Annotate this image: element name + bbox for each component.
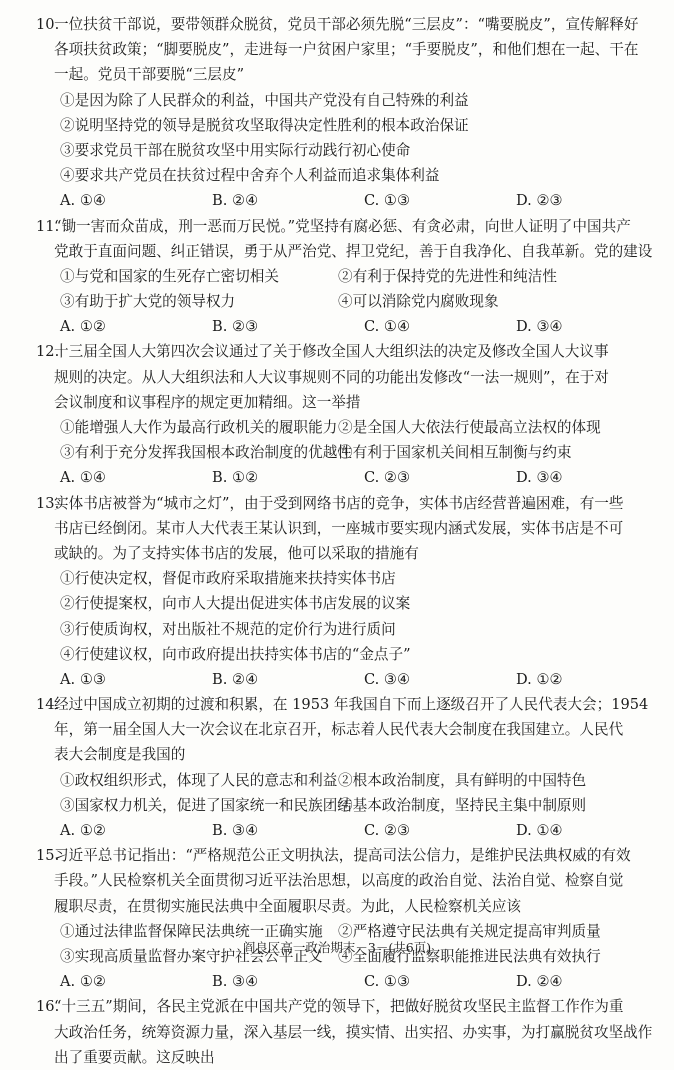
statement-option: ③行使质询权，对出版社不规范的定价行为进行质问 [60,620,396,638]
answer-choice: A. ①② [60,973,106,991]
question-10 [36,12,658,214]
answer-choice: A. ①③ [60,670,106,688]
statement-option: ④全面履行监察职能推进民法典有效执行 [338,947,601,965]
question-stem-text: 会议制度和议事程序的规定更加精细。这一举措 [54,393,361,411]
question-stem-text: 一起。党员干部要脱“三层皮” [54,66,245,84]
answer-choice: A. ①② [60,318,106,336]
question-number: 13. [36,494,60,512]
question-stem-text: “锄一害而众苗成，刑一恶而万民悦。”党坚持有腐必惩、有贪必肃，向世人证明了中国共产 [54,217,631,235]
question-stem-text: 或缺的。为了支持实体书店的发展，他可以采取的措施有 [54,544,419,562]
question-stem-text: 一位扶贫干部说，要带领群众脱贫，党员干部必须先脱“三层皮”：“嘴要脱皮”，宣传解释好 [54,16,639,33]
answer-choices [54,188,658,213]
statement-option-row [54,289,658,314]
statement-option: ①是因为除了人民群众的利益，中国共产党没有自己特殊的利益 [60,91,469,109]
answer-choice: B. ②③ [212,318,259,336]
answer-choice: C. ②③ [364,822,411,839]
answer-choices [54,667,658,692]
question-stem-line [54,742,658,767]
answer-choice: D. ②③ [516,192,563,210]
answer-choices [54,465,658,490]
question-stem-line [54,894,658,919]
question-stem-line [54,868,658,893]
answer-choice: B. ③④ [212,973,259,991]
question-number: 12. [36,343,60,361]
page-footer: 阎良区高一政治期末－3－(共6页) [242,940,432,955]
question-stem-line [54,365,658,390]
answer-choice: D. ①④ [516,822,563,839]
question-stem-line [36,339,658,364]
question-list [36,12,658,1070]
question-stem-line [36,214,658,239]
statement-option: ②行使提案权，向市人大提出促进实体书店发展的议案 [60,595,411,613]
statement-option: ①政权组织形式，体现了人民的意志和利益 [60,771,338,789]
statement-option: ①通过法律监督保障民法典统一正确实施 [60,922,323,940]
question-number: 14. [36,696,60,714]
question-13 [36,491,658,693]
answer-choice: D. ③④ [516,318,563,336]
answer-choices [54,969,658,994]
question-stem-line [36,843,658,868]
answer-choice: C. ①③ [364,973,411,991]
question-stem-text: 手段。”人民检察机关全面贯彻习近平法治思想，以高度的政治自觉、法治自觉、检察自觉 [54,872,624,890]
question-stem-line [54,1020,658,1045]
answer-choice: D. ①② [516,670,563,688]
statement-option-row [54,264,658,289]
answer-choice: D. ②④ [516,973,563,991]
question-stem-line [54,239,658,264]
answer-choices [54,818,658,843]
question-number: 15. [36,847,60,865]
answer-choice: C. ③④ [364,670,411,688]
statement-option: ④有利于国家机关间相互制衡与约束 [338,444,572,462]
question-stem-text: “十三五”期间，各民主党派在中国共产党的领导下，把做好脱贫攻坚民主监督工作作为重 [54,998,624,1016]
statement-option: ④要求共产党员在扶贫过程中舍弃个人利益而追求集体利益 [60,167,440,185]
question-stem-text: 履职尽责，在贯彻实施民法典中全面履职尽责。为此，人民检察机关应该 [54,897,522,915]
answer-choice: B. ①② [212,469,259,487]
question-stem-text: 出了重要贡献。这反映出 [54,1048,215,1066]
question-stem-text: 书店已经倒闭。某市人大代表王某认识到，一座城市要实现内涵式发展，实体书店是不可 [54,519,624,537]
question-number: 16. [36,998,60,1016]
question-stem-text: 规则的决定。从人大组织法和人大议事规则不同的功能出发修改“一法一规则”，在于对 [54,368,609,386]
answer-choice: A. ①④ [60,192,106,210]
answer-choice: B. ②④ [212,192,259,210]
question-stem-line [54,62,658,87]
statement-option: ②严格遵守民法典有关规定提高审判质量 [338,922,601,940]
statement-option-row [54,768,658,793]
question-stem-text: 十三届全国人大第四次会议通过了关于修改全国人大组织法的决定及修改全国人大议事 [54,343,609,361]
statement-option-row [54,793,658,818]
statement-option: ④基本政治制度，坚持民主集中制原则 [338,796,587,814]
answer-choice: C. ①④ [364,318,411,336]
question-stem-line [54,717,658,742]
statement-option: ①行使决定权，督促市政府采取措施来扶持实体书店 [60,570,396,588]
question-stem-text: 各项扶贫政策；“脚要脱皮”，走进每一户贫困户家里；“手要脱皮”，和他们想在一起、干在 [54,41,639,59]
question-stem-line [54,516,658,541]
question-stem-line [36,692,658,717]
question-stem-text: 表大会制度是我国的 [54,746,186,764]
question-11 [36,214,658,340]
answer-choice: D. ③④ [516,469,563,487]
answer-choice: B. ③④ [212,822,259,839]
answer-choice: C. ①③ [364,192,411,210]
question-stem-line [36,12,658,37]
question-16 [36,994,658,1070]
question-stem-text: 实体书店被誉为“城市之灯”，由于受到网络书店的竞争，实体书店经营普遍困难，有一些 [54,494,624,512]
answer-choice: C. ②③ [364,469,411,487]
question-stem-text: 大政治任务，统筹资源力量，深入基层一线，摸实情、出实招、办实事，为打赢脱贫攻坚战作 [54,1023,653,1041]
statement-option: ①与党和国家的生死存亡密切相关 [60,267,279,285]
statement-option-row [54,440,658,465]
statement-option: ③要求党员干部在脱贫攻坚中用实际行动践行初心使命 [60,141,411,159]
answer-choice: B. ②④ [212,670,259,688]
statement-option: ③有利于充分发挥我国根本政治制度的优越性 [60,444,352,462]
question-number: 10. [36,16,60,33]
question-stem-text: 经过中国成立初期的过渡和积累，在 1953 年我国自下而上逐级召开了人民代表大会；1954 [54,696,649,714]
question-stem-line [36,994,658,1019]
question-15 [36,843,658,994]
statement-option: ③国家权力机关，促进了国家统一和民族团结 [60,796,352,814]
question-stem-line [54,541,658,566]
question-14 [36,692,658,843]
statement-option: ③实现高质量监督办案守护社会公平正义 [60,947,323,965]
statement-option-row [54,415,658,440]
statement-option: ②根本政治制度，具有鲜明的中国特色 [338,771,587,789]
statement-option: ④可以消除党内腐败现象 [338,293,499,311]
question-12 [36,339,658,490]
answer-choice: A. ①④ [60,469,106,487]
statement-option: ④行使建议权，向市政府提出扶持实体书店的“金点子” [60,645,411,663]
question-stem-text: 党敢于直面问题、纠正错误，勇于从严治党、捍卫党纪，善于自我净化、自我革新。党的建设 [54,242,653,260]
question-stem-line [54,37,658,62]
statement-option: ②说明坚持党的领导是脱贫攻坚取得决定性胜利的根本政治保证 [60,116,469,134]
question-stem-line [54,390,658,415]
statement-option: ③有助于扩大党的领导权力 [60,293,236,311]
answer-choice: A. ①② [60,822,106,839]
statement-option: ①能增强人大作为最高行政机关的履职能力 [60,419,338,436]
statement-option: ②有利于保持党的先进性和纯洁性 [338,267,557,285]
question-number: 11. [36,217,60,235]
question-stem-line [36,491,658,516]
question-stem-text: 习近平总书记指出：“严格规范公正文明执法，提高司法公信力，是维护民法典权威的有效 [54,847,631,865]
question-stem-text: 年，第一届全国人大一次会议在北京召开，标志着人民代表大会制度在我国建立。人民代 [54,721,624,739]
answer-choices [54,314,658,339]
statement-option: ②是全国人大依法行使最高立法权的体现 [338,419,601,436]
question-stem-line [54,1045,658,1070]
